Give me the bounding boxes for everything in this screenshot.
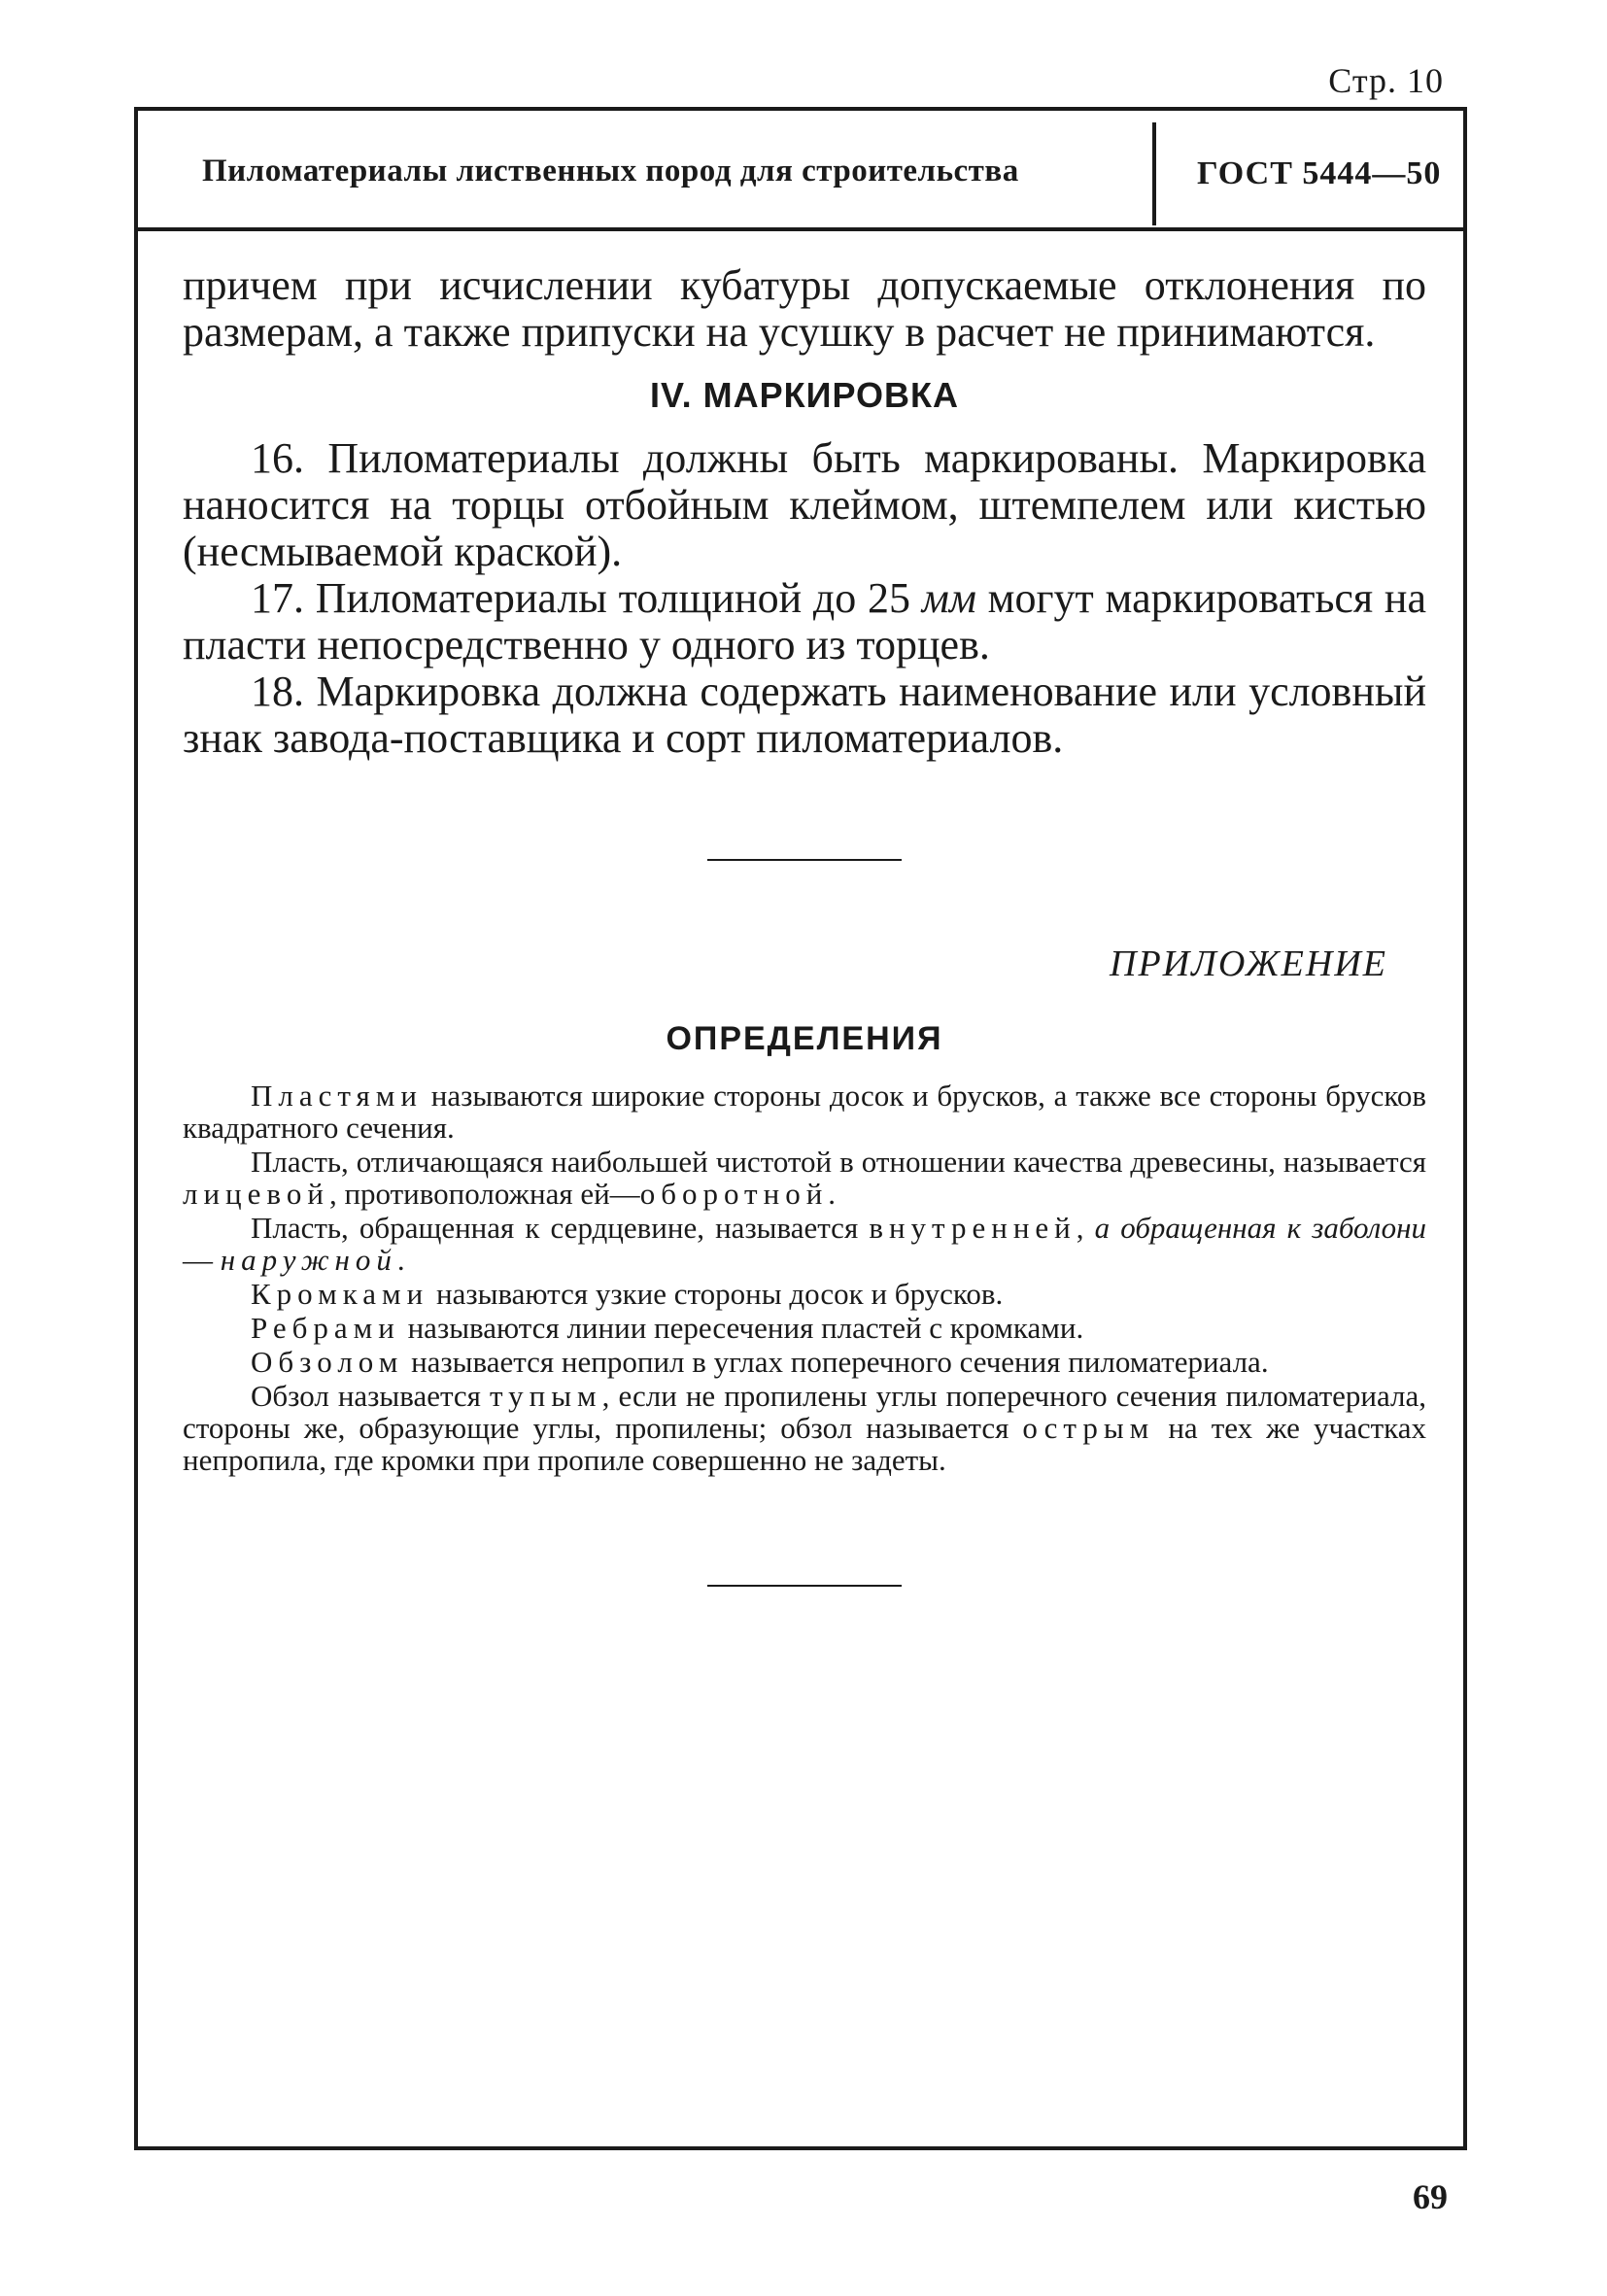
definition-face [183, 1146, 1426, 1210]
header-divider [1152, 122, 1156, 225]
clause-18: 18. Маркировка должна содержать наименование или условный знак завода-поставщика и сорт пиломатериалов. [183, 668, 1426, 762]
definition-kromki-text: называются узкие стороны досок и брусков. [428, 1277, 1004, 1311]
clause-17-unit: мм [921, 574, 976, 622]
term-plastyami: Пластями [251, 1079, 423, 1113]
definition-inner-dash: — [183, 1243, 221, 1277]
term-kromkami: Кромками [251, 1277, 429, 1311]
definition-plasti [183, 1079, 1426, 1144]
page-content [183, 262, 1426, 1587]
definitions-title: ОПРЕДЕЛЕНИЯ [666, 1020, 943, 1057]
divider-bottom [707, 1585, 902, 1587]
clause-17 [183, 575, 1426, 668]
document-title: Пиломатериалы лиственных пород для строительства [202, 154, 1019, 188]
definition-plasti-text: называются широкие стороны досок и брусков, а также все стороны брусков квадратного сечения. [183, 1079, 1426, 1145]
definition-face-text-b: , противоположная ей— [328, 1177, 640, 1211]
term-rebrami: Ребрами [251, 1311, 400, 1345]
term-ostrym: острым [1022, 1411, 1155, 1445]
definition-rebra [183, 1312, 1426, 1344]
term-vnutrenney: внутренней [869, 1211, 1077, 1245]
definition-obzol-types [183, 1380, 1426, 1476]
clause-17-text-b: могут маркироваться на пласти непосредственно у одного из торцев. [183, 574, 1426, 668]
term-tupym: тупым [489, 1379, 602, 1413]
standard-number: ГОСТ 5444—50 [1197, 155, 1442, 191]
appendix-label: ПРИЛОЖЕНИЕ [1110, 943, 1387, 984]
definition-obzol-types-text-c: на тех же участках непропила, где кромки при пропиле совершенно не задеты. [183, 1411, 1426, 1477]
page-label: Стр. 10 [1328, 61, 1444, 100]
definition-face-text-a: Пласть, отличающаяся наибольшей чистотой в отношении качества древесины, называется [251, 1145, 1426, 1179]
header [138, 111, 1463, 231]
term-naruzhnoy: наружной [220, 1243, 397, 1277]
definition-inner-text-b: , [1076, 1211, 1095, 1245]
definition-face-text-c: . [828, 1177, 837, 1211]
definition-obzol [183, 1346, 1426, 1378]
definition-inner-text-d: . [396, 1243, 405, 1277]
term-obzolom: Обзолом [251, 1345, 404, 1379]
term-licevoy: лицевой [183, 1177, 329, 1211]
definition-rebra-text: называются линии пересечения пластей с кромками. [399, 1311, 1084, 1345]
clause-17-text-a: 17. Пиломатериалы толщиной до 25 [251, 574, 922, 622]
definition-inner-italic: а обращенная к заболони [1094, 1211, 1427, 1245]
definition-inner-text-a: Пласть, обращенная к сердцевине, называется [251, 1211, 870, 1245]
definition-kromki [183, 1278, 1426, 1310]
definition-inner-outer [183, 1212, 1426, 1276]
term-oborotnoy: оборотной [639, 1177, 829, 1211]
section-title: IV. МАРКИРОВКА [649, 375, 960, 415]
clause-16: 16. Пиломатериалы должны быть маркированы. Маркировка наносится на торцы отбойным клеймом, штемпелем или кистью (несмываемой краской). [183, 434, 1426, 575]
intro-paragraph: причем при исчислении кубатуры допускаемые отклонения по размерам, а также припуски на усушку в расчет не принимаются. [183, 261, 1426, 356]
page-number: 69 [1413, 2177, 1448, 2216]
definition-obzol-types-text-a: Обзол называется [251, 1379, 490, 1413]
definition-obzol-text: называется непропил в углах поперечного сечения пиломатериала. [403, 1345, 1269, 1379]
definition-obzol-types-text-b: , если не пропилены углы поперечного сечения пиломатериала, стороны же, образующие углы, пропилены; обзол называется [183, 1379, 1426, 1445]
